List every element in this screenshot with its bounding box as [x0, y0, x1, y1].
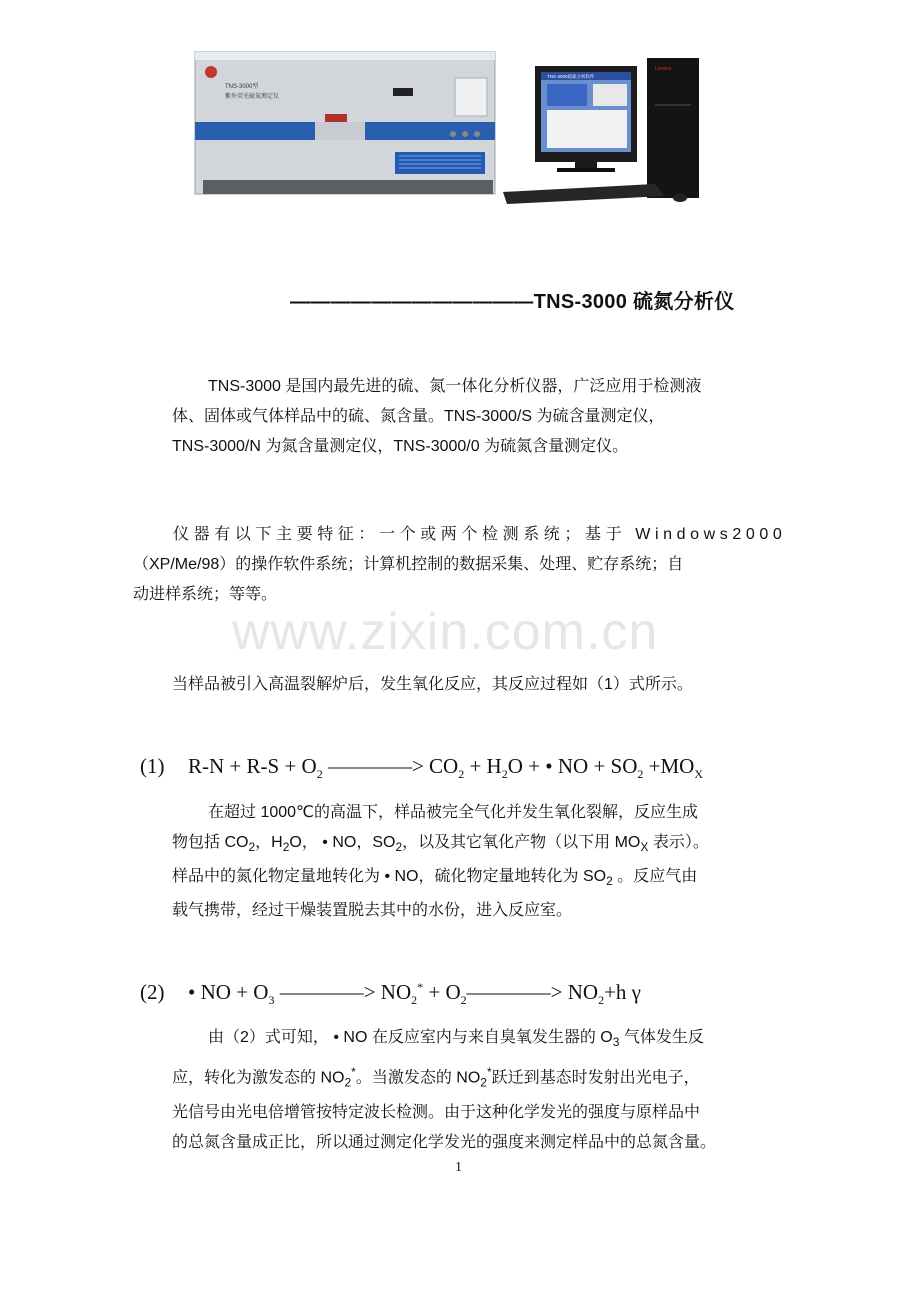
intro-line: 体、固体或气体样品中的硫、氮含量。TNS-3000/S 为硫含量测定仪，	[172, 408, 665, 425]
watermark: www.zixin.com.cn	[232, 603, 659, 661]
instrument-photo	[185, 44, 715, 212]
panel-line1: TNS-3000型	[225, 84, 259, 90]
oxidation-paragraph	[172, 798, 792, 926]
intro-line: TNS-3000/N 为氮含量测定仪，TNS-3000/0 为硫氮含量测定仪。	[172, 438, 629, 455]
chemiluminescence-paragraph	[172, 1023, 792, 1158]
text-line: 应，转化为激发态的 $NO_2^*$。当激发态的 $NO_2^*$跃迁到基态时发射出光电子，	[172, 1065, 700, 1090]
brand-logo-icon	[205, 66, 217, 78]
intro-line: TNS-3000 是国内最先进的硫、氮一体化分析仪器，广泛应用于检测液	[208, 378, 702, 395]
text-line: 样品中的氮化物定量地转化为 • NO，硫化物定量地转化为 $SO_2$ 。反应气由	[172, 868, 698, 889]
vent-grille	[395, 152, 485, 174]
text-line: 载气携带，经过干燥装置脱去其中的水份，进入反应室。	[172, 902, 573, 920]
features-line: 动进样系统；等等。	[133, 586, 278, 603]
text-line: 光信号由光电倍增管按特定波长检测。由于这种化学发光的强度与原样品中	[172, 1103, 701, 1121]
monitor-brand: Lenovo	[655, 66, 672, 72]
features-line: （XP/Me/98）的操作软件系统；计算机控制的数据采集、处理、贮存系统；自	[133, 556, 684, 573]
panel-line2: 紫外荧光硫氮测定仪	[225, 94, 280, 100]
text-line: 在超过 1000℃的高温下，样品被完全气化并发生氧化裂解，反应生成	[208, 804, 699, 821]
keyboard	[503, 184, 665, 204]
equation-number: (2)	[140, 980, 165, 1004]
text-line: 物包括 $CO_2$，$H_2O$， • NO，$SO_2$，以及其它氧化产物（以下用 $MO_X$ 表示）。	[172, 834, 709, 855]
text-line: 的总氮含量成正比，所以通过测定化学发光的强度来测定样品中的总氮含量。	[172, 1133, 717, 1151]
intro-paragraph	[172, 372, 792, 462]
equation-2: (2) • NO + $O_3$ ————> $NO_2^*$ + $O_2————> NO_2+h$ γ	[140, 980, 641, 1008]
screen-title: TNS-3000硫氮分析软件	[547, 74, 595, 79]
document-title: ————————————TNS-3000 硫氮分析仪	[290, 291, 735, 313]
mouse	[673, 194, 687, 202]
text-line: 由（2）式可知， • NO 在反应室内与来自臭氧发生器的 $O_3$ 气体发生反	[208, 1029, 704, 1050]
pc-tower	[647, 58, 699, 198]
display-panel	[393, 88, 413, 96]
equation-number: (1)	[140, 754, 165, 778]
reaction-intro: 当样品被引入高温裂解炉后，发生氧化反应，其反应过程如（1）式所示。	[172, 676, 693, 693]
analyzer-base	[203, 180, 493, 194]
equation-1: (1) $R-N + R-S + O_2$ ————> $CO_2 + H_2O$ + • NO + $SO_2 +MO_X$	[140, 754, 703, 782]
features-line: 仪器有以下主要特征：一个或两个检测系统；基于 Windows2000	[173, 526, 787, 543]
sample-tray	[455, 78, 487, 116]
page-number: 1	[455, 1160, 462, 1175]
features-paragraph	[133, 520, 787, 610]
